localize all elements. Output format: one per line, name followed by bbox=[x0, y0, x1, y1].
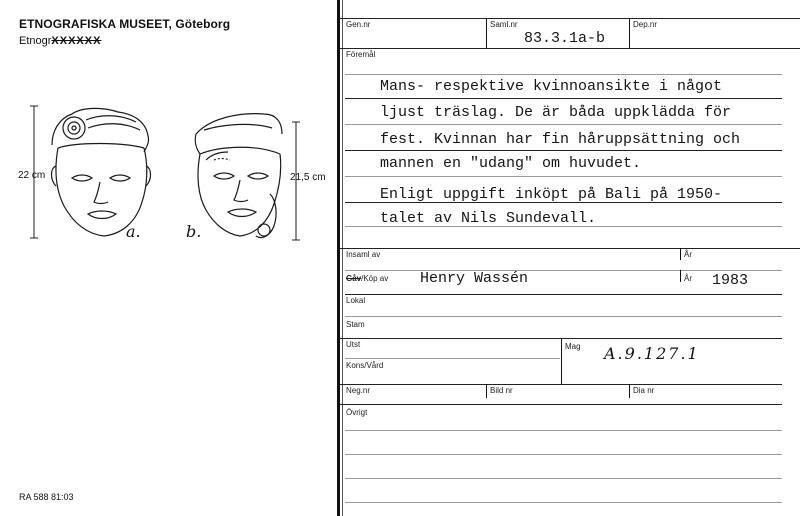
museum-title: ETNOGRAFISKA MUSEET, Göteborg bbox=[19, 17, 231, 31]
ruled-line bbox=[345, 176, 782, 177]
ruled-line bbox=[345, 430, 782, 431]
saml-nr-label: Saml.nr bbox=[490, 20, 518, 29]
bild-divider bbox=[486, 384, 487, 398]
top-row-divider-2 bbox=[629, 18, 630, 48]
top-row-rule-bottom bbox=[340, 48, 800, 49]
description-line-4: mannen en "udang" om huvudet. bbox=[380, 155, 642, 172]
top-row-divider-1 bbox=[486, 18, 487, 48]
insaml-rule bbox=[340, 248, 800, 249]
bild-nr-label: Bild nr bbox=[490, 386, 513, 395]
ar-label-1: År bbox=[684, 250, 692, 259]
description-line-1: Mans- respektive kvinnoansikte i något bbox=[380, 78, 723, 95]
subtitle-prefix: Etnogr bbox=[19, 35, 52, 47]
description-line-2: ljust träslag. De är båda uppklädda för bbox=[380, 104, 732, 121]
ruled-line bbox=[345, 358, 560, 359]
insaml-label: Insaml av bbox=[346, 250, 381, 259]
gav-kop-label bbox=[346, 274, 388, 283]
saml-nr-value: 83.3.1a-b bbox=[524, 30, 606, 47]
form-reference: RA 588 81:03 bbox=[19, 492, 74, 502]
ruled-line bbox=[345, 124, 782, 125]
kop-label: /Köp av bbox=[361, 274, 389, 283]
ruled-line bbox=[345, 98, 782, 99]
neg-rule bbox=[340, 384, 782, 385]
card-inner-border bbox=[342, 0, 343, 516]
stam-label: Stam bbox=[346, 320, 365, 329]
ruled-line bbox=[345, 502, 782, 503]
mask-a-drawing bbox=[52, 108, 151, 236]
right-measure-label: 21,5 cm bbox=[290, 172, 326, 183]
ar-divider-2 bbox=[680, 270, 681, 282]
mask-a-label: a. bbox=[126, 222, 141, 241]
gen-nr-label: Gen.nr bbox=[346, 20, 371, 29]
ruled-line bbox=[345, 270, 782, 271]
foremal-label: Föremål bbox=[346, 50, 376, 59]
dep-nr-label: Dep.nr bbox=[633, 20, 658, 29]
mag-divider bbox=[561, 338, 562, 384]
left-measure-label: 22 cm bbox=[18, 170, 46, 181]
utst-label: Utst bbox=[346, 340, 361, 349]
description-line-6: talet av Nils Sundevall. bbox=[380, 210, 597, 227]
ar-divider-1 bbox=[680, 248, 681, 260]
top-row-rule-top bbox=[340, 18, 800, 19]
subtitle-struck: XXXXXX bbox=[51, 35, 102, 47]
ruled-line bbox=[345, 454, 782, 455]
kons-vard-label: Kons/Vård bbox=[346, 361, 384, 370]
mask-b-label: b. bbox=[186, 222, 202, 241]
dia-divider bbox=[629, 384, 630, 398]
ar-value: 1983 bbox=[712, 272, 749, 289]
lokal-rule bbox=[345, 294, 782, 295]
mask-b-drawing bbox=[195, 114, 282, 238]
mag-value: A.9.127.1 bbox=[604, 344, 700, 363]
mag-label: Mag bbox=[565, 342, 581, 351]
ovrigt-rule bbox=[340, 404, 782, 405]
ar-label-2: År bbox=[684, 274, 692, 283]
card-left-border bbox=[337, 0, 340, 516]
mask-sketch bbox=[0, 90, 340, 260]
dia-nr-label: Dia nr bbox=[633, 386, 655, 395]
catalog-subtitle bbox=[19, 35, 101, 47]
ruled-line bbox=[345, 478, 782, 479]
ovrigt-label: Övrigt bbox=[346, 408, 368, 417]
lokal-label: Lokal bbox=[346, 296, 366, 305]
gav-struck: Gåv bbox=[346, 274, 362, 283]
ruled-line bbox=[345, 316, 782, 317]
ruled-line bbox=[345, 150, 782, 151]
description-line-3: fest. Kvinnan har fin håruppsättning och bbox=[380, 131, 741, 148]
neg-nr-label: Neg.nr bbox=[346, 386, 371, 395]
kop-value: Henry Wassén bbox=[420, 270, 529, 287]
description-line-5: Enligt uppgift inköpt på Bali på 1950- bbox=[380, 186, 723, 203]
ruled-line bbox=[345, 74, 782, 75]
